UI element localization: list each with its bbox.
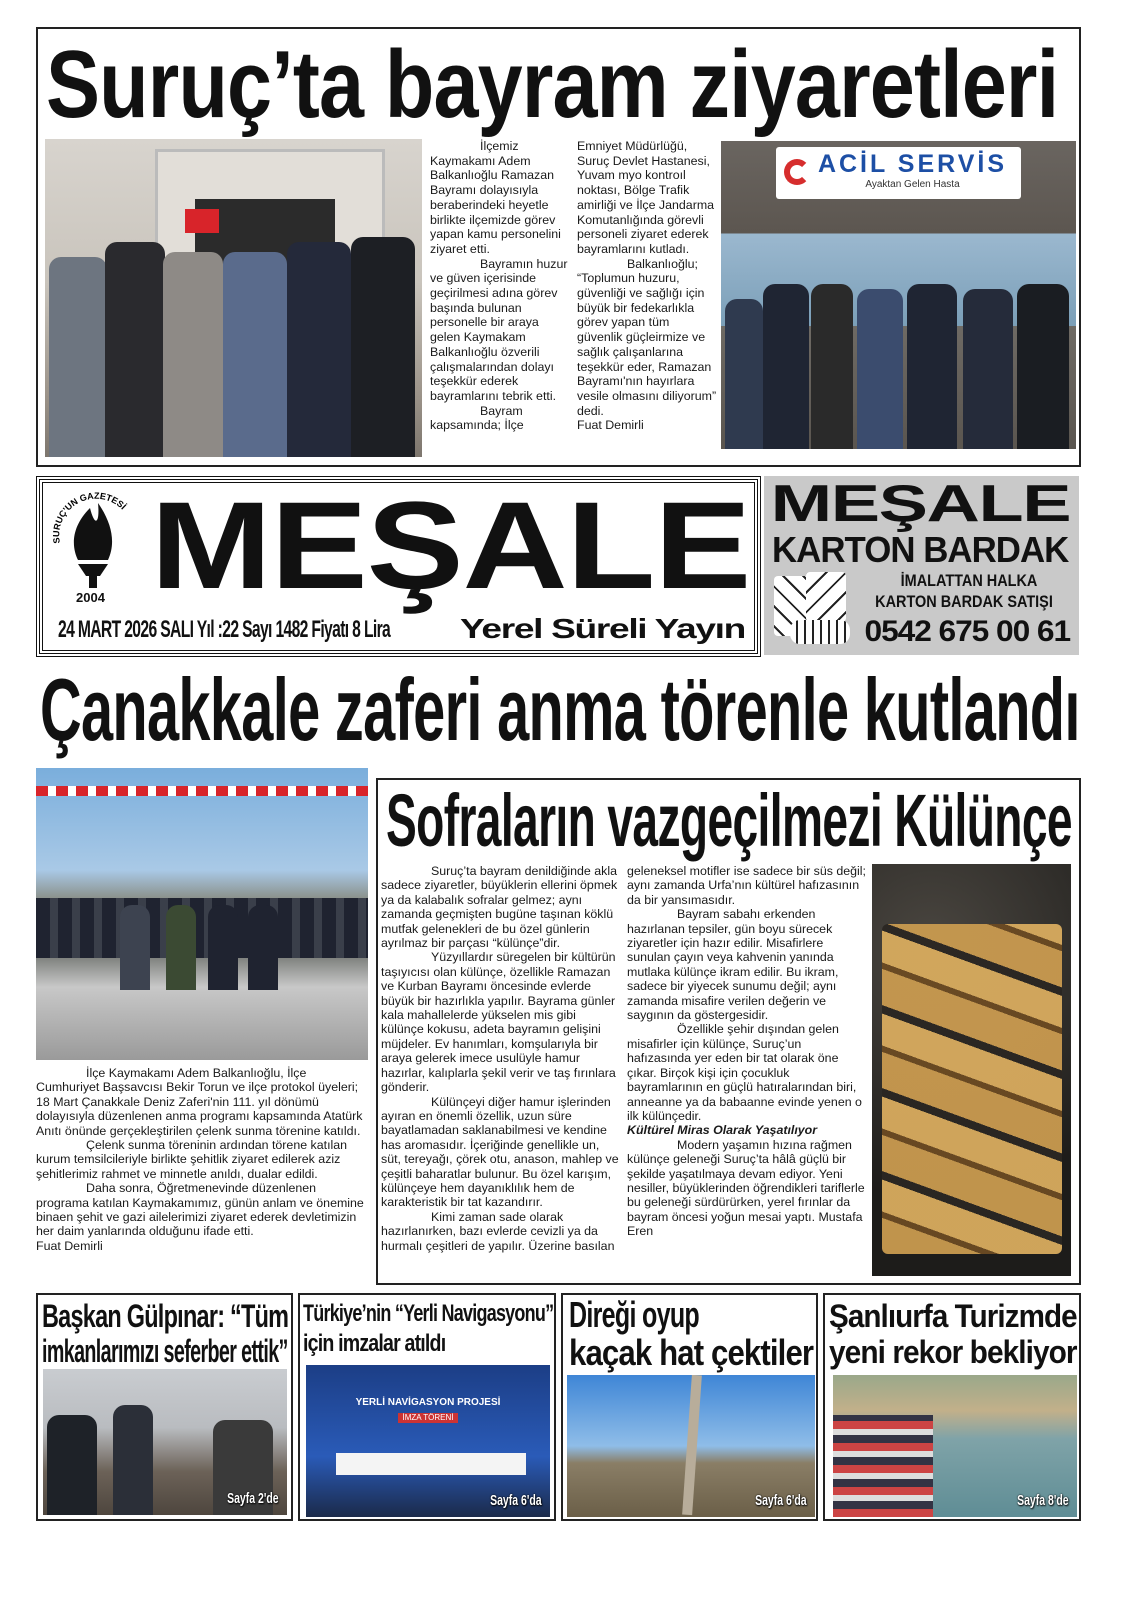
teaser-title-line2: kaçak hat çektiler bbox=[569, 1332, 814, 1373]
teaser-line2-container bbox=[42, 1335, 288, 1367]
article-bayram-ziyaretleri bbox=[36, 27, 1081, 467]
headline2: Çanakkale zaferi anma törenle kutlandı bbox=[40, 660, 1080, 759]
teaser-photo-pole bbox=[567, 1375, 815, 1517]
paragraph: Külünçeyi diğer hamur işlerinden ayıran en önemli özellik, uzun süre bayatlamadan saklanabilmesi ve kendine has aromasıdır. İçeriğinde genellikle un, süt, tereyağı, çörek otu, anason, mahlep ve çeşitli baharatlar bulunur. Bu özel karışım, külünçeye hem dayanıklılık hem de karakteristik bir tat kazandırır. bbox=[381, 1094, 619, 1210]
teaser-navigasyon[interactable] bbox=[298, 1293, 556, 1521]
ad-phone[interactable]: 0542 675 00 61 bbox=[864, 615, 1070, 648]
issue-container bbox=[58, 616, 390, 644]
paragraph: İlçemiz Kaymakamı Adem Balkanlıoğlu Ramazan Bayramı dolayısıyla beraberindeki heyetle birlikte ilçemizde görev yapan kamu personelini ziyaret etti. bbox=[430, 139, 561, 256]
ad-title-container bbox=[770, 475, 1070, 533]
headline-container bbox=[45, 31, 1059, 138]
ad-subtitle-container bbox=[771, 529, 1069, 570]
teaser-turizm[interactable] bbox=[823, 1293, 1081, 1521]
page-ref: Sayfa 6'da bbox=[490, 1492, 542, 1509]
teaser-title-line1: Şanlıurfa Turizmde bbox=[829, 1298, 1077, 1334]
teaser-title-line1: Direği oyup bbox=[569, 1294, 700, 1335]
article1-body bbox=[430, 139, 718, 433]
paragraph: Kimi zaman sade olarak hazırlanırken, bazı evlerde cevizli ya da hurmalı çeşitleri de yapılır. Üzerine basılan geleneksel motifler ise sadece bir süs değil; aynı zamanda Urfa’nın kültürel hafızasının da bir yansımasıdır. bbox=[381, 864, 866, 1253]
ad-phone-container bbox=[864, 616, 1070, 648]
teaser-line2-container bbox=[303, 1331, 445, 1357]
teaser-line1-container bbox=[303, 1301, 553, 1327]
teaser-title-line2: imkanlarımızı seferber ettik” bbox=[42, 1333, 288, 1369]
ad-subtitle: KARTON BARDAK bbox=[771, 529, 1069, 570]
teaser-title-line2: için imzalar atıldı bbox=[303, 1330, 446, 1357]
paragraph: Bayramın huzur ve güven içerisinde geçirilmesi adına görev başında bulunan personelle bir araya gelen Kaymakam Balkanlıoğlu özverili çalışmalarından dolayı teşekkür ederek bayramlarını tebrik etti. bbox=[430, 256, 568, 403]
masthead-name-container bbox=[150, 477, 750, 615]
teaser-kacak-hat[interactable] bbox=[561, 1293, 818, 1521]
paragraph: Özellikle şehir dışından gelen misafirler için külünçe, Suruç’un hafızasında yer eden bir tat olarak öne çıkar. Birçok kişi için çocukluk bayramlarının en güçlü hatıralarından biri, anneanne ya da babaanne evinde yenen o ilk külünçedir. bbox=[627, 1022, 862, 1123]
article2-body bbox=[36, 1066, 370, 1253]
photo-canakkale-ceremony bbox=[36, 768, 368, 1060]
headline3: Sofraların vazgeçilmezi Külünçe bbox=[386, 779, 1072, 862]
teaser-line1-container bbox=[42, 1299, 288, 1333]
teaser-title-line2: yeni rekor bekliyor bbox=[829, 1334, 1077, 1370]
teaser-line2-container bbox=[829, 1335, 1077, 1369]
photo-hospital-visit bbox=[721, 141, 1076, 449]
issue-line: 24 MART 2026 SALI Yıl :22 Sayı 1482 Fiyatı 8 Lira bbox=[58, 616, 391, 643]
teaser-title-line1: Başkan Gülpınar: “Tüm bbox=[42, 1298, 289, 1334]
paragraph: Bayram kapsamında; İlçe Emniyet Müdürlüğü, Suruç Devlet Hastanesi, Yuvam myo kontroıl noktası, Bölge Trafik amirliği ve İlçe Jandarma Komutanlığında görevli personeli ziyaret ederek bayramlarını kutladı. bbox=[430, 139, 715, 433]
ad-title: MEŞALE bbox=[770, 475, 1070, 533]
teaser-line1-container bbox=[569, 1294, 700, 1335]
photo-banner-sub: İMZA TÖRENİ bbox=[398, 1413, 458, 1423]
page-ref: Sayfa 2'de bbox=[227, 1490, 279, 1507]
author: Fuat Demirli bbox=[36, 1238, 103, 1253]
photo-kulunce-pastries bbox=[872, 864, 1071, 1276]
headline2-container bbox=[40, 660, 1080, 759]
teaser-line2-container bbox=[569, 1332, 814, 1373]
teaser-photo-flood bbox=[43, 1369, 287, 1515]
page-ref: Sayfa 6'da bbox=[755, 1492, 807, 1509]
sign-title: ACİL SERVİS bbox=[817, 150, 1008, 178]
ad-line1: İMALATTAN HALKA bbox=[900, 571, 1038, 590]
sign-subtitle: Ayaktan Gelen Hasta bbox=[865, 179, 960, 190]
paragraph: İlçe Kaymakamı Adem Balkanlıoğlu, İlçe Cumhuriyet Başsavcısı Bekir Torun ve ilçe protokol üyeleri; 18 Mart Çanakkale Deniz Zaferi'nin 111. yıl dönümü dolayısıyla düzenlenen anma programı kapsamında Atatürk Anıtı önünde gerçekleştirilen çelenk sunma törenine katıldı. bbox=[36, 1066, 363, 1138]
paragraph: Çelenk sunma töreninin ardından törene katılan kurum temsilcileriyle birlikte şehitlik ziyaret edilerek aziz şehitlerimiz rahmet ve minnetle anıldı, dualar edildi. bbox=[36, 1138, 348, 1181]
logo-year: 2004 bbox=[76, 590, 105, 605]
teaser-line1-container bbox=[829, 1299, 1077, 1333]
paragraph: Bayram sabahı erkenden hazırlanan tepsiler, gün boyu sürecek ziyaretler için hazır edilir. Misafirlere sunulan çayın veya kahvenin yanında mutlaka külünçe ikram edilir. Bu ikram, sadece bir yiyecek sunumu değil; aynı zamanda misafire verilen değerin ve saygının da göstergesidir. bbox=[627, 907, 839, 1023]
article3-body bbox=[381, 864, 867, 1253]
photo-officials-group bbox=[45, 139, 422, 457]
paragraph: Balkanlıoğlu; “Toplumun huzuru, güvenliği ve sağlığı için büyük bir fedekarlıkla görev yapan tüm güvenlik güçleirmize ve sağlık çalışanlarına teşekkür eder, Ramazan Bayramı'nın hayırlara vesile olmasını diliyorum” dedi. bbox=[577, 256, 717, 418]
torch-logo-icon bbox=[50, 488, 140, 588]
headline: Suruç’ta bayram ziyaretleri bbox=[45, 31, 1059, 138]
page-ref: Sayfa 8'de bbox=[1017, 1492, 1069, 1509]
tagline: Yerel Süreli Yayın bbox=[460, 613, 745, 644]
photo-banner: YERLİ NAVİGASYON PROJESİ bbox=[355, 1397, 501, 1408]
paragraph: Daha sonra, Öğretmenevinde düzenlenen programa katılan Kaymakamımız, günün anlam ve önemine binaen şehit ve gazi ailelerimizi ziyaret ederek devletimizin her daim yanlarında olduğunu ifade etti. bbox=[36, 1181, 364, 1239]
paragraph: Modern yaşamın hızına rağmen külünçe geleneği Suruç’ta hâlâ güçlü bir şekilde yaşatılmaya devam ediyor. Yeni nesiller, büyüklerinden öğrendikleri tariflerle bu geleneği sürdürürken, yerel fırınlar da bayram öncesi yoğun mesai yaptı. Mustafa Eren bbox=[627, 1137, 865, 1239]
ad-line2: KARTON BARDAK SATIŞI bbox=[875, 592, 1053, 611]
logo-arc-text: SURUÇ'UN GAZETESİ bbox=[51, 490, 129, 545]
teaser-gulpinar[interactable] bbox=[36, 1293, 293, 1521]
paragraph: Suruç’ta bayram denildiğinde akla sadece ziyaretler, büyüklerin ellerini öpmek ya da kalabalık sofralar gelmez; aynı zamanda geçmişten bugüne taşınan köklü mutfak gelenekleri de bu özel günlerin ayrılmaz bir parçası “külünçe”dir. bbox=[381, 864, 618, 951]
masthead bbox=[36, 476, 761, 657]
author: Fuat Demirli bbox=[577, 418, 644, 433]
newspaper-name: MEŞALE bbox=[150, 477, 750, 615]
teaser-photo-balikligol bbox=[833, 1375, 1077, 1517]
ad-karton-bardak[interactable] bbox=[764, 476, 1079, 655]
headline3-container bbox=[386, 779, 1072, 862]
paragraph: Yüzyıllardır süregelen bir kültürün taşıyıcısı olan külünçe, özellikle Ramazan ve Kurban Bayramı öncesinde evlerde büyük bir hazırlıkla yapılır. Bayrama günler kala mahallelerde yükselen mis gibi külünçe kokusu, adeta bayramın gelişini müjdeler. Ev hanımları, komşularıyla bir araya gelerek imece usulüyle hamur hazırlar, kalıplarla şekil verir ve taş fırınlara gönderir. bbox=[381, 950, 616, 1095]
cups-image bbox=[770, 568, 860, 648]
subheading: Kültürel Miras Olarak Yaşatılıyor bbox=[627, 1123, 818, 1138]
article-kulunce bbox=[376, 778, 1081, 1285]
teaser-title-line1: Türkiye’nin “Yerli Navigasyonu” bbox=[303, 1300, 554, 1327]
teaser-photo-signing bbox=[306, 1365, 550, 1517]
tagline-container bbox=[460, 614, 745, 644]
